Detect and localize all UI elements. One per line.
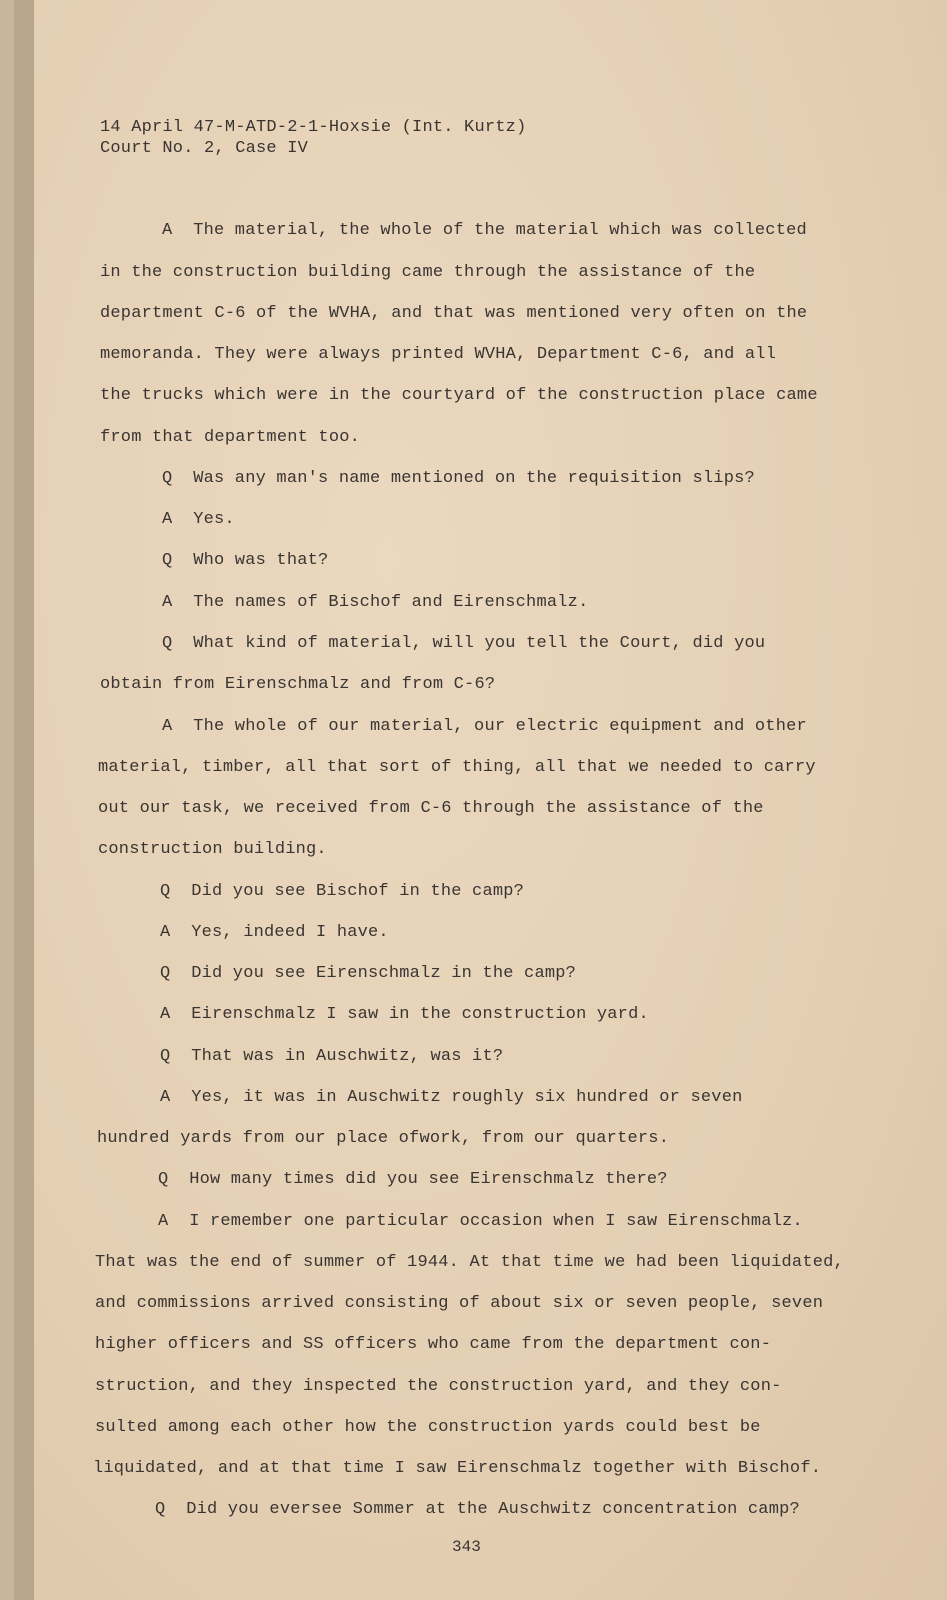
text-line: out our task, we received from C-6 through the assistance of the [98,799,764,818]
text-line: Q What kind of material, will you tell the Court, did you [162,634,766,653]
text-line: A Yes, it was in Auschwitz roughly six hundred or seven [160,1088,743,1107]
text-line: construction building. [98,840,327,859]
text-line: Q Did you see Bischof in the camp? [160,882,525,901]
text-line: Q Who was that? [162,551,329,570]
text-line: A Yes, indeed I have. [160,923,389,942]
text-line: A The whole of our material, our electric equipment and other [162,717,807,736]
text-line: Q Did you eversee Sommer at the Auschwitz concentration camp? [155,1500,800,1519]
text-line: A Yes. [162,510,235,529]
text-line: A The names of Bischof and Eirenschmalz. [162,593,589,612]
text-line: Q That was in Auschwitz, was it? [160,1047,504,1066]
page-number: 343 [452,1538,481,1556]
page-edge [14,0,34,1600]
text-line: obtain from Eirenschmalz and from C-6? [100,675,496,694]
text-line: and commissions arrived consisting of about six or seven people, seven [95,1294,824,1313]
text-line: hundred yards from our place ofwork, from our quarters. [97,1129,670,1148]
text-line: A The material, the whole of the material which was collected [162,221,807,240]
text-line: Q How many times did you see Eirenschmalz there? [158,1170,668,1189]
text-line: liquidated, and at that time I saw Eirenschmalz together with Bischof. [93,1459,822,1478]
text-line: in the construction building came through the assistance of the [100,263,756,282]
text-line: Q Was any man's name mentioned on the requisition slips? [162,469,755,488]
header-court-line: Court No. 2, Case IV [100,139,309,158]
header-reference-line: 14 April 47-M-ATD-2-1-Hoxsie (Int. Kurtz) [100,118,527,137]
text-line: the trucks which were in the courtyard of the construction place came [100,386,818,405]
text-line: material, timber, all that sort of thing, all that we needed to carry [98,758,816,777]
text-line: memoranda. They were always printed WVHA, Department C-6, and all [100,345,777,364]
text-line: department C-6 of the WVHA, and that was mentioned very often on the [100,304,808,323]
text-line: higher officers and SS officers who came from the department con- [95,1335,772,1354]
text-line: That was the end of summer of 1944. At that time we had been liquidated, [95,1253,844,1272]
text-line: A Eirenschmalz I saw in the construction yard. [160,1005,649,1024]
text-line: struction, and they inspected the construction yard, and they con- [95,1377,782,1396]
text-line: sulted among each other how the construction yards could best be [95,1418,761,1437]
text-line: A I remember one particular occasion when I saw Eirenschmalz. [158,1212,803,1231]
document-header [100,117,526,159]
text-line: Q Did you see Eirenschmalz in the camp? [160,964,577,983]
text-line: from that department too. [100,428,361,447]
